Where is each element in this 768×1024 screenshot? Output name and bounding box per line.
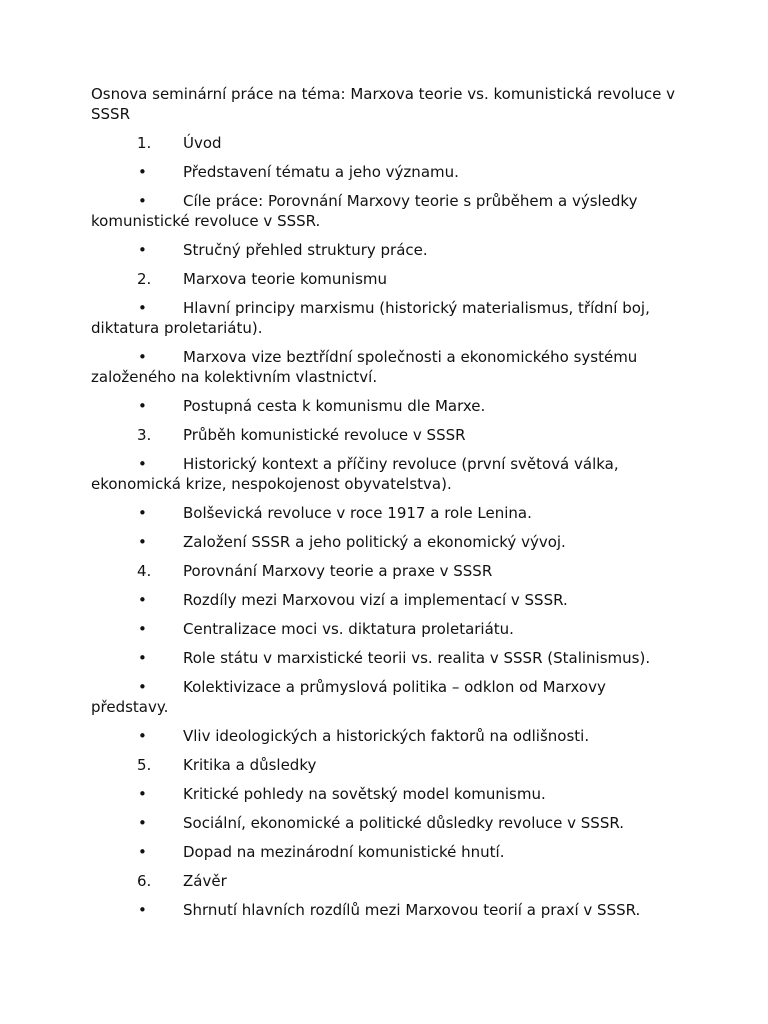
item-text: Kritika a důsledky xyxy=(183,756,317,774)
number-marker: 6. xyxy=(137,872,152,890)
document-page xyxy=(91,84,681,929)
bullet-item xyxy=(91,240,681,260)
item-text: Porovnání Marxovy teorie a praxe v SSSR xyxy=(183,562,493,580)
item-text: Závěr xyxy=(183,872,227,890)
item-text: Marxova vize beztřídní společnosti a ekonomického systému založeného na kolektivním vlastnictví. xyxy=(91,348,638,386)
bullet-marker: • xyxy=(138,678,147,696)
item-text: Vliv ideologických a historických faktorů na odlišnosti. xyxy=(183,727,590,745)
bullet-marker: • xyxy=(138,814,147,832)
bullet-marker: • xyxy=(138,299,147,317)
bullet-marker: • xyxy=(138,591,147,609)
item-text: Kritické pohledy na sovětský model komunismu. xyxy=(183,785,546,803)
bullet-marker: • xyxy=(138,649,147,667)
bullet-item xyxy=(91,648,681,668)
bullet-marker: • xyxy=(138,241,147,259)
item-text: Bolševická revoluce v roce 1917 a role Lenina. xyxy=(183,504,532,522)
bullet-marker: • xyxy=(138,785,147,803)
number-marker: 4. xyxy=(137,562,152,580)
item-text: Postupná cesta k komunismu dle Marxe. xyxy=(183,397,486,415)
item-text: Historický kontext a příčiny revoluce (první světová válka, ekonomická krize, nespokojenost obyvatelstva). xyxy=(91,455,619,493)
document-title: Osnova seminární práce na téma: Marxova teorie vs. komunistická revoluce v SSSR xyxy=(91,85,676,123)
bullet-marker: • xyxy=(138,192,147,210)
bullet-marker: • xyxy=(138,504,147,522)
bullet-item xyxy=(91,590,681,610)
item-text: Cíle práce: Porovnání Marxovy teorie s průběhem a výsledky komunistické revoluce v SSSR. xyxy=(91,192,638,230)
bullet-marker: • xyxy=(138,397,147,415)
bullet-marker: • xyxy=(138,727,147,745)
item-text: Hlavní principy marxismu (historický materialismus, třídní boj, diktatura proletariátu). xyxy=(91,299,650,337)
item-text: Představení tématu a jeho významu. xyxy=(183,163,459,181)
bullet-item xyxy=(91,347,681,387)
bullet-marker: • xyxy=(138,901,147,919)
numbered-heading xyxy=(91,425,681,445)
bullet-marker: • xyxy=(138,455,147,473)
bullet-item xyxy=(91,677,681,717)
bullet-marker: • xyxy=(138,163,147,181)
bullet-marker: • xyxy=(138,533,147,551)
item-text: Dopad na mezinárodní komunistické hnutí. xyxy=(183,843,505,861)
numbered-heading xyxy=(91,871,681,891)
number-marker: 1. xyxy=(137,134,152,152)
bullet-item xyxy=(91,162,681,182)
numbered-heading xyxy=(91,755,681,775)
bullet-marker: • xyxy=(138,348,147,366)
bullet-item xyxy=(91,900,681,920)
bullet-item xyxy=(91,298,681,338)
bullet-marker: • xyxy=(138,620,147,638)
bullet-item xyxy=(91,784,681,804)
item-text: Sociální, ekonomické a politické důsledky revoluce v SSSR. xyxy=(183,814,624,832)
number-marker: 2. xyxy=(137,270,152,288)
item-text: Role státu v marxistické teorii vs. realita v SSSR (Stalinismus). xyxy=(183,649,651,667)
item-text: Úvod xyxy=(183,134,222,152)
item-text: Rozdíly mezi Marxovou vizí a implementací v SSSR. xyxy=(183,591,568,609)
number-marker: 5. xyxy=(137,756,152,774)
bullet-item xyxy=(91,726,681,746)
item-text: Stručný přehled struktury práce. xyxy=(183,241,428,259)
outline-list xyxy=(91,133,681,920)
item-text: Marxova teorie komunismu xyxy=(183,270,388,288)
item-text: Centralizace moci vs. diktatura proletariátu. xyxy=(183,620,514,638)
bullet-marker: • xyxy=(138,843,147,861)
bullet-item xyxy=(91,842,681,862)
bullet-item xyxy=(91,191,681,231)
bullet-item xyxy=(91,454,681,494)
bullet-item xyxy=(91,619,681,639)
bullet-item xyxy=(91,532,681,552)
numbered-heading xyxy=(91,561,681,581)
bullet-item xyxy=(91,396,681,416)
item-text: Založení SSSR a jeho politický a ekonomický vývoj. xyxy=(183,533,566,551)
numbered-heading xyxy=(91,269,681,289)
bullet-item xyxy=(91,503,681,523)
item-text: Průběh komunistické revoluce v SSSR xyxy=(183,426,466,444)
bullet-item xyxy=(91,813,681,833)
item-text: Kolektivizace a průmyslová politika – odklon od Marxovy představy. xyxy=(91,678,606,716)
numbered-heading xyxy=(91,133,681,153)
item-text: Shrnutí hlavních rozdílů mezi Marxovou teorií a praxí v SSSR. xyxy=(183,901,641,919)
number-marker: 3. xyxy=(137,426,152,444)
